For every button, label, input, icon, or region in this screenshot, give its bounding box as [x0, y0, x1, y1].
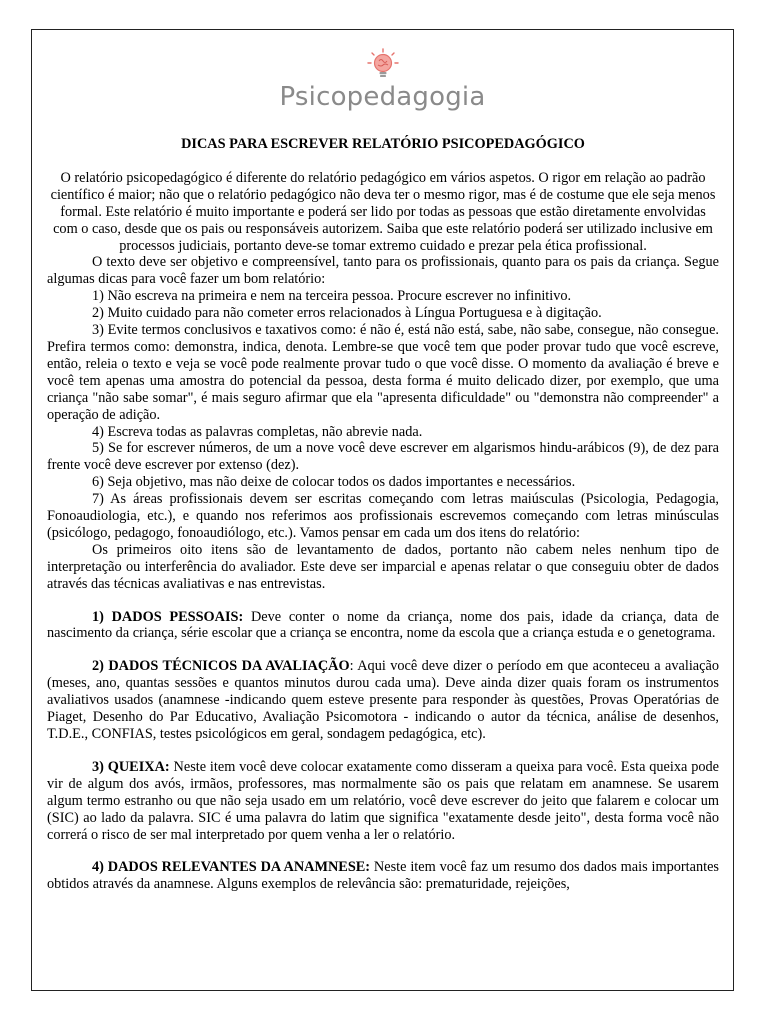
brain-lightbulb-icon [366, 48, 400, 82]
tip-2: 2) Muito cuidado para não cometer erros relacionados à Língua Portuguesa e à digitação. [92, 305, 602, 322]
logo [32, 48, 733, 112]
section-heading: 3) QUEIXA: [92, 758, 170, 775]
section-dados-pessoais [47, 609, 719, 643]
paragraph-objective: O texto deve ser objetivo e compreensível, tanto para os profissionais, quanto para os pais da criança. Segue algumas dicas para você fazer um bom relatório: [47, 254, 719, 288]
section-heading: 1) DADOS PESSOAIS: [92, 608, 244, 625]
tip-7: 7) As áreas profissionais devem ser escritas começando com letras maiúsculas (Psicologia, Pedagogia, Fonoaudiologia, etc.), e quando nos referimos aos profissionais escrevemos começando com letras minúsculas (psicólogo, pedagogo, fonoaudiólogo, etc.). Vamos pensar em cada um dos itens do relatório: [47, 491, 719, 541]
tip-1: 1) Não escreva na primeira e nem na terceira pessoa. Procure escrever no infinitivo. [92, 288, 572, 305]
tip-6: 6) Seja objetivo, mas não deixe de colocar todos os dados importantes e necessários. [92, 474, 576, 491]
section-dados-tecnicos [47, 658, 719, 743]
section-heading: 2) DADOS TÉCNICOS DA AVALIAÇÃO [92, 658, 350, 675]
section-text: : Aqui você deve dizer o período em que aconteceu a avaliação (meses, ano, quantas sessões e quantos minutos durou cada uma). Deve ainda dizer quais foram os instrumentos avaliativos usados (anamnese -indicando quem esteve presente para responder às questões, Provas Operatórias de Piaget, Desenho do Par Educativo, Avaliação Psicomotora - indicando o autor da técnica, análise de desenhos, T.D.E., CONFIAS, testes psicológicos em geral, sondagem pedagógica, etc). [47, 658, 719, 742]
tip-3: 3) Evite termos conclusivos e taxativos como: é não é, está não está, sabe, não sabe, consegue, não consegue. Prefira termos como: demonstra, indica, denota. Lembre-se que você tem que poder provar tudo que você escreve, então, releia o texto e veja se você pode realmente provar tudo o que você disse. O momento da avaliação é breve e você tem apenas uma amostra do potencial da pessoa, desta forma é muito delicado dizer, por exemplo, que uma criança "não sabe somar", é mais seguro afirmar que ela "apresenta dificuldade" ou "demonstra não compreender" a operação de adição. [47, 322, 719, 423]
brand-name: Psicopedagogia [279, 82, 486, 112]
section-text: Neste item você faz um resumo dos dados mais importantes obtidos através da anamnese. Alguns exemplos de relevância são: prematuridade, rejeições, [47, 859, 719, 893]
tip-5: 5) Se for escrever números, de um a nove você deve escrever em algarismos hindu-arábicos (9), de dez para frente você deve escrever por extenso (dez). [47, 440, 719, 474]
document-title: DICAS PARA ESCREVER RELATÓRIO PSICOPEDAGÓGICO [181, 136, 585, 152]
section-queixa [47, 759, 719, 844]
tip-4: 4) Escreva todas as palavras completas, não abrevie nada. [92, 423, 423, 440]
document-body [47, 136, 719, 893]
page-frame [31, 29, 734, 991]
intro-paragraph: O relatório psicopedagógico é diferente do relatório pedagógico em vários aspetos. O rigor em relação ao padrão científico é maior; não que o relatório pedagógico não deva ter o mesmo rigor, mas é de costume que ele seja menos formal. Este relatório é muito importante e poderá ser lido por todas as pessoas que estão diretamente envolvidas com o caso, desde que os pais ou responsáveis autorizem. Saiba que este relatório poderá ser utilizado inclusive em processos judiciais, portanto deve-se tomar extremo cuidado e prezar pela ética profissional. [50, 169, 716, 254]
section-text: Deve conter o nome da criança, nome dos pais, idade da criança, data de nascimento da criança, série escolar que a criança se encontra, nome da escola que a criança estuda e o genetograma. [47, 608, 719, 642]
section-text: Neste item você deve colocar exatamente como disseram a queixa para você. Esta queixa pode vir de algum dos avós, irmãos, professores, mas normalmente são os pais que relatam em anamnese. Se usarem algum termo estranho ou que não seja usado em um relatório, você deve escrever do jeito que falarem e colocar um (SIC) ao lado da palavra. SIC é uma palavra do latim que significa "exatamente desde jeito", desta forma você não correrá o risco de ser mal interpretado por quem venha a ler o relatório. [47, 758, 719, 843]
section-anamnese [47, 859, 719, 893]
section-heading: 4) DADOS RELEVANTES DA ANAMNESE: [92, 859, 371, 876]
paragraph-first-items: Os primeiros oito itens são de levantamento de dados, portanto não cabem neles nenhum tipo de interpretação ou interferência do avaliador. Este deve ser imparcial e apenas relatar o que conseguiu obter de dados através das técnicas avaliativas e nas entrevistas. [47, 541, 719, 592]
